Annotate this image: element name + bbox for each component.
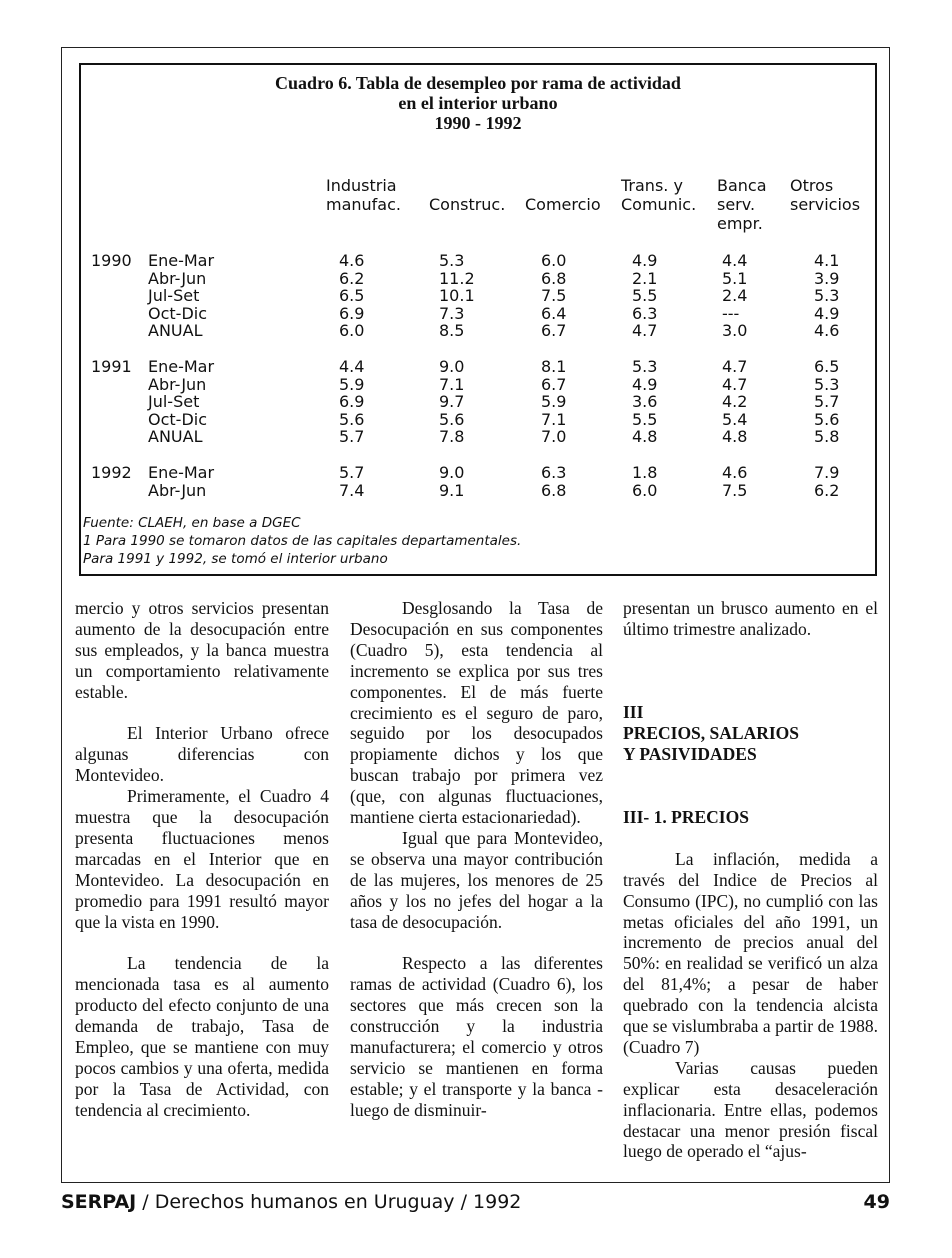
- row-period: Abr-Jun: [148, 374, 207, 394]
- row-period: Ene-Mar: [148, 251, 215, 270]
- table-row: [81, 305, 875, 323]
- table-cell: 11.2: [439, 268, 475, 288]
- table-row: [81, 322, 875, 340]
- paragraph: presentan un brusco aumento en el último trimestre analizado.: [623, 598, 878, 639]
- table-cell: 5.5: [632, 409, 658, 429]
- table-cell: 8.5: [439, 321, 465, 341]
- table-cell: 5.9: [541, 392, 567, 412]
- table-cell: 5.3: [814, 374, 840, 394]
- paragraph-gap: [623, 682, 878, 703]
- table-cell: 6.9: [339, 392, 365, 412]
- table-cell: 6.8: [541, 480, 567, 500]
- paragraph: El Interior Urbano ofrece algunas diferencias con Montevideo.: [75, 723, 329, 786]
- table-cell: 5.3: [439, 251, 465, 270]
- table-cell: 6.2: [814, 480, 840, 500]
- table-cell: 6.9: [339, 303, 365, 323]
- section-heading: Y PASIVIDADES: [623, 744, 757, 765]
- table-cell: 7.1: [439, 374, 465, 394]
- table-cell: 1.8: [632, 463, 658, 482]
- column-header-transporte: Trans. y Comunic.: [621, 176, 697, 214]
- table-cell: 5.5: [632, 286, 658, 306]
- paragraph-gap: [623, 828, 878, 849]
- table-cell: 5.3: [632, 357, 658, 376]
- table-cell: 4.7: [722, 357, 748, 376]
- section-heading: PRECIOS, SALARIOS: [623, 723, 800, 744]
- table-cell: 6.0: [632, 480, 658, 500]
- table-cell: 4.9: [814, 303, 840, 323]
- text-column-1: [75, 598, 329, 1121]
- row-year: 1991: [91, 357, 132, 376]
- table-cell: 6.7: [541, 374, 567, 394]
- table-row: [81, 428, 875, 446]
- table-cell: 6.8: [541, 268, 567, 288]
- table-cell: 4.9: [632, 251, 658, 270]
- column-header-construc: Construc.: [429, 195, 506, 214]
- table-cell: 10.1: [439, 286, 475, 306]
- text-column-2: [350, 598, 603, 1121]
- table-cell: 5.6: [439, 409, 465, 429]
- table-row: [81, 252, 875, 270]
- section-heading: III- 1. PRECIOS: [623, 806, 749, 827]
- paragraph-gap: [623, 786, 878, 807]
- section-heading: III: [623, 702, 644, 723]
- table-cell: 5.6: [339, 409, 365, 429]
- table-cell: 2.1: [632, 268, 658, 288]
- table-cell: ---: [722, 303, 740, 323]
- column-header-industria: Industria manufac.: [326, 176, 401, 214]
- table-cell: 5.7: [339, 427, 365, 447]
- table-cell: 5.8: [814, 427, 840, 447]
- table-cell: 5.6: [814, 409, 840, 429]
- table-cell: 4.6: [722, 463, 748, 482]
- paragraph: Desglosando la Tasa de Desocupación en sus componentes (Cuadro 5), esta tendencia al incremento se explica por sus tres componentes. El de más fuerte crecimiento es el seguro de paro, seguido por los desocupados propiamente dichos y los que buscan trabajo por primera vez (que, con algunas fluctuaciones, mantiene cierta estacionariedad).: [350, 598, 603, 828]
- table-row: [81, 270, 875, 288]
- row-period: Oct-Dic: [148, 409, 207, 429]
- table-title-line: en el interior urbano: [398, 93, 558, 113]
- table-cell: 4.6: [814, 321, 840, 341]
- table-title: [81, 73, 875, 133]
- table-cell: 5.3: [814, 286, 840, 306]
- table-cell: 5.7: [814, 392, 840, 412]
- paragraph: Igual que para Montevideo, se observa una mayor contribución de las mujeres, los menores de 25 años y los no jefes del hogar a la tasa de desocupación.: [350, 827, 603, 932]
- page-number: 49: [863, 1191, 890, 1213]
- row-period: Abr-Jun: [148, 480, 207, 500]
- table-cell: 4.2: [722, 392, 748, 412]
- table-cell: 4.8: [722, 427, 748, 447]
- table-cell: 4.4: [722, 251, 748, 270]
- table-cell: 7.0: [541, 427, 567, 447]
- paragraph-gap: [75, 932, 329, 953]
- table-cell: 6.2: [339, 268, 365, 288]
- table-note: Para 1991 y 1992, se tomó el interior urbano: [83, 551, 388, 567]
- running-footer: [61, 1191, 521, 1213]
- table-row: [81, 411, 875, 429]
- paragraph-gap: [623, 640, 878, 661]
- table-row: [81, 358, 875, 376]
- table-cell: 4.6: [339, 251, 365, 270]
- table-cell: 9.0: [439, 357, 465, 376]
- table-cell: 7.3: [439, 303, 465, 323]
- table-cell: 9.1: [439, 480, 465, 500]
- column-header-comercio: Comercio: [525, 195, 601, 214]
- paragraph-gap: [350, 933, 603, 954]
- unemployment-table: [79, 63, 877, 576]
- table-cell: 4.8: [632, 427, 658, 447]
- table-cell: 5.4: [722, 409, 748, 429]
- column-header-banca: Banca serv. empr.: [717, 176, 767, 233]
- table-cell: 9.0: [439, 463, 465, 482]
- table-cell: 6.7: [541, 321, 567, 341]
- table-cell: 4.4: [339, 357, 365, 376]
- paragraph-gap: [623, 661, 878, 682]
- paragraph-gap: [623, 765, 878, 786]
- footer-title: / Derechos humanos en Uruguay / 1992: [136, 1191, 522, 1213]
- table-cell: 4.1: [814, 251, 840, 270]
- table-row: [81, 393, 875, 411]
- table-cell: 3.0: [722, 321, 748, 341]
- footer-brand: SERPAJ: [61, 1191, 137, 1213]
- row-year: 1990: [91, 251, 132, 270]
- table-cell: 7.9: [814, 463, 840, 482]
- table-cell: 6.5: [339, 286, 365, 306]
- table-cell: 7.5: [722, 480, 748, 500]
- table-row: [81, 376, 875, 394]
- row-period: Jul-Set: [148, 392, 200, 412]
- table-note-source: Fuente: CLAEH, en base a DGEC: [83, 515, 301, 531]
- table-title-line: 1990 - 1992: [434, 113, 522, 133]
- table-cell: 9.7: [439, 392, 465, 412]
- row-period: Jul-Set: [148, 286, 200, 306]
- row-period: ANUAL: [148, 427, 203, 447]
- table-cell: 7.8: [439, 427, 465, 447]
- table-cell: 7.1: [541, 409, 567, 429]
- row-period: Ene-Mar: [148, 357, 215, 376]
- row-period: Ene-Mar: [148, 463, 215, 482]
- table-cell: 5.7: [339, 463, 365, 482]
- table-cell: 6.5: [814, 357, 840, 376]
- paragraph: Primeramente, el Cuadro 4 muestra que la desocupación presenta fluctuaciones menos marcadas en el Interior que en Montevideo. La desocupación en promedio para 1991 resultó mayor que la vista en 1990.: [75, 786, 329, 932]
- table-cell: 4.9: [632, 374, 658, 394]
- column-header-otros: Otros servicios: [790, 176, 861, 214]
- table-cell: 6.3: [541, 463, 567, 482]
- table-row: [81, 482, 875, 500]
- table-cell: 5.1: [722, 268, 748, 288]
- table-cell: 6.4: [541, 303, 567, 323]
- row-period: Abr-Jun: [148, 268, 207, 288]
- table-cell: 6.0: [339, 321, 365, 341]
- row-period: ANUAL: [148, 321, 203, 341]
- row-year: 1992: [91, 463, 132, 482]
- table-cell: 3.9: [814, 268, 840, 288]
- row-period: Oct-Dic: [148, 303, 207, 323]
- paragraph: La tendencia de la mencionada tasa es al aumento producto del efecto conjunto de una demanda de trabajo, Tasa de Empleo, que se mantiene con muy pocos cambios y una oferta, medida por la Tasa de Actividad, con tendencia al crecimiento.: [75, 953, 329, 1120]
- table-cell: 3.6: [632, 392, 658, 412]
- table-cell: 4.7: [632, 321, 658, 341]
- table-cell: 2.4: [722, 286, 748, 306]
- table-note: 1 Para 1990 se tomaron datos de las capitales departamentales.: [83, 533, 522, 549]
- text-column-3: [623, 598, 878, 1162]
- table-cell: 7.5: [541, 286, 567, 306]
- table-cell: 6.3: [632, 303, 658, 323]
- paragraph-gap: [75, 703, 329, 724]
- table-cell: 5.9: [339, 374, 365, 394]
- paragraph: mercio y otros servicios presentan aumento de la desocupación entre sus empleados, y la banca muestra un comportamiento relativamente estable.: [75, 598, 329, 702]
- table-row: [81, 287, 875, 305]
- paragraph: La inflación, medida a través del Indice de Precios al Consumo (IPC), no cumplió con las metas oficiales del año 1991, un incremento de precios anual del 50%: en realidad se verificó un alza del 81,4%; a pesar de haber quebrado con la tendencia alcista que se vislumbraba a partir de 1988. (Cuadro 7): [623, 848, 878, 1057]
- table-title-line: Cuadro 6. Tabla de desempleo por rama de actividad: [275, 73, 681, 93]
- paragraph: Varias causas pueden explicar esta desaceleración inflacionaria. Entre ellas, podemos destacar una menor presión fiscal luego de operado el “ajus-: [623, 1057, 878, 1162]
- table-cell: 4.7: [722, 374, 748, 394]
- table-cell: 8.1: [541, 357, 567, 376]
- paragraph: Respecto a las diferentes ramas de actividad (Cuadro 6), los sectores que más crecen son la construcción y la industria manufacturera; el comercio y otros servicio se mantienen en forma estable; y el transporte y la banca -luego de disminuir-: [350, 953, 603, 1120]
- table-cell: 6.0: [541, 251, 567, 270]
- table-cell: 7.4: [339, 480, 365, 500]
- table-row: [81, 464, 875, 482]
- table-notes: [83, 514, 521, 568]
